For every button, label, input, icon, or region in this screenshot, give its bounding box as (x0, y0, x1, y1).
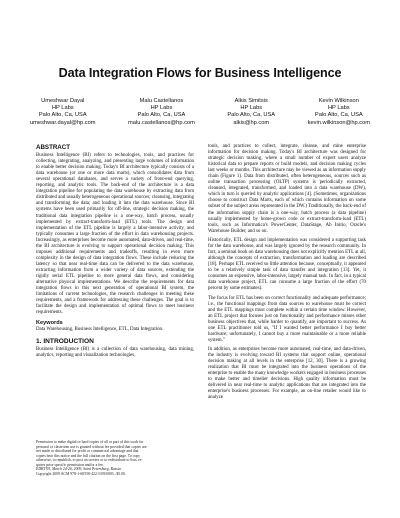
copyright-line: Copyright 2009 ACM 978-1-60558-422-5/09/0003...$5.00. (36, 471, 126, 476)
author-email[interactable]: kevin.wilkinson@hp.com (307, 119, 370, 126)
author-name: Alkis Simitsis (234, 98, 268, 104)
keywords-text: Data Warehousing, Business Intelligence, ETL, Data Integration. (36, 326, 164, 332)
author-1 (30, 98, 96, 127)
copyright-notice (36, 440, 194, 476)
body-paragraph: Historically, ETL design and implementation was considered a supporting task for the data warehouse, and was largely ignored by the research community. In fact, a seminal book on data warehousing does not explicitly mention ETL at all, although the concepts of extraction, transformation and loading are described [18]. Perhaps ETL received so little attention because, conceptually, it appeared to be a relatively simple task of data transfer and integration [13]. Yet, it consumes an expensive, labor-intensive, largely manual task. In fact, in a typical data warehouse project, ETL can consume a large fraction of the effort (70 percent by some estimates). (208, 237, 366, 292)
author-email[interactable]: umeshwar.dayal@hp.com (30, 119, 96, 126)
abstract-heading: ABSTRACT (36, 144, 71, 151)
paper-title: Data Integration Flows for Business Intelligence (58, 66, 342, 80)
author-location: Palo Alto, Ca, USA (38, 112, 87, 119)
abstract-text: Business Intelligence (BI) refers to technologies, tools, and practices for collecting, integrating, analyzing, and presenting large volumes of information to enable better decision making. Today's BI architecture typically consists of a data warehouse (or one or more data marts), which consolidates data from several operational databases, and serves a variety of front-end querying, reporting, and analytic tools. The back-end of the architecture is a data integration pipeline for populating the data warehouse by extracting data from distributed and usually heterogeneous operational sources; cleansing, integrating and transforming the data; and loading it into the data warehouse. Since BI systems have been used primarily for off-line, strategic decision making, the traditional data integration pipeline is a one-way, batch process, usually implemented by extract-transform-load (ETL) tools. The design and implementation of the ETL pipeline is largely a labor-intensive activity, and typically consumes a large fraction of the effort in data warehousing projects. Increasingly, as enterprises become more automated, data-driven, and real-time, the BI architecture is evolving to support operational decision making. This imposes additional requirements and tradeoffs, resulting in even more complexity in the design of data integration flows. These include reducing the latency so that near real-time data can be delivered to the data warehouse, extracting information from a wider variety of data sources, extending the rigidly serial ETL pipeline to more general data flows, and considering alternative physical implementations. We describe the requirements for data integration flows in this next generation of operational BI system, the limitations of current technologies, the research challenges in meeting these requirements, and a framework for addressing these challenges. The goal is to facilitate the design and implementation of optimal flows to meet business requirements. (36, 153, 194, 316)
author-email[interactable]: malu.castellanos@hp.com (128, 119, 195, 126)
copyright-line: EDBT'09, March 24-26, 2009, Saint Petersburg, Russia. (36, 467, 122, 471)
author-name: Umeshwar Dayal (41, 98, 85, 104)
body-paragraph: tools, and practices to collect, integrate, cleanse, and mine enterprise information for decision making. Today's BI architecture was designed for strategic decision making, where a small number of expert users analyze historical data to prepare reports or build models, and decision making cycles last weeks or months. This architecture may be viewed as an information supply chain (Figure 1). Data from distributed, often heterogeneous, sources such as online transaction processing (OLTP) systems is periodically extracted, cleansed, integrated, transformed, and loaded into a data warehouse (DW), which in turn is queried by analytic applications [4]. (Sometimes, organizations choose to construct Data Marts, each of which contains information on some subset of the subject areas represented in the DW.) Traditionally, the back-end of the information supply chain is a one-way, batch process (a data pipeline) usually implemented by home-grown code or extract-transform-load (ETL) tools, such as Informatica's PowerCenter, DataStage, Ab Initio, Oracle's Warehouse Builder, and so on. (208, 144, 366, 234)
author-2 (128, 98, 195, 127)
author-3 (227, 98, 275, 127)
author-location: Palo Alto, Ca, USA (137, 112, 186, 119)
copyright-line: Permission to make digital or hard copies of all or part of this work for (36, 440, 144, 444)
copyright-line: personal or classroom use is granted without fee provided that copies are (36, 444, 147, 449)
author-name: Kevin Wilkinson (318, 98, 359, 104)
author-org: HP Labs (240, 105, 263, 112)
author-org: HP Labs (327, 105, 350, 112)
author-email[interactable]: alkis@hp.com (233, 119, 270, 126)
copyright-line: quires prior specific permission and/or a fee. (36, 462, 104, 467)
author-4 (308, 98, 370, 127)
author-location: Palo Alto, Ca, USA (314, 112, 363, 119)
author-name: Malu Castellanos (139, 98, 184, 104)
copyright-line: not made or distributed for profit or commercial advantage and that (36, 449, 139, 453)
left-column (36, 145, 194, 362)
body-paragraph: The focus for ETL has been on correct functionality and adequate performance; i.e., the functional mappings from data sources to warehouse must be correct and the ETL mappings must complete within a certain time window. However, an ETL project that focuses just on functionality and performance misses other business objectives that, while harder to quantify, are important to success. As one ETL practitioner told us, "If I wanted better performance I buy better hardware; unfortunately, I cannot buy a more maintainable or a more reliable system." (208, 295, 366, 343)
author-org: HP Labs (150, 105, 173, 112)
author-block (30, 98, 370, 127)
author-org: HP Labs (51, 105, 74, 112)
author-location: Palo Alto, Ca, USA (227, 112, 276, 119)
copyright-line: otherwise, to republish, to post on servers or to redistribute to lists, re- (36, 458, 143, 462)
body-paragraph: In addition, as enterprises become more automated, real-time, and data-driven, the industry is evolving toward BI systems that support online, operational decision making at all levels in the enterprise [12, 30]. There is a growing realization that BI must be integrated into the business operations of the enterprise to enable the many knowledge workers engaged in business processes to make better and timelier decisions. High quality information must be delivered in near real-time to analytic applications that are integrated into the enterprise's business processes. For example, an on-line retailer would like to analyze (208, 347, 366, 401)
keywords-heading: Keywords (36, 319, 63, 326)
right-column (208, 144, 366, 405)
copyright-line: copies bear this notice and the full citation on the first page. To copy (36, 453, 141, 458)
intro-heading: 1. INTRODUCTION (36, 337, 94, 345)
intro-paragraph: Business Intelligence (BI) is a collection of data warehousing, data mining, analytics, reporting and visualization technologies, (36, 346, 194, 358)
